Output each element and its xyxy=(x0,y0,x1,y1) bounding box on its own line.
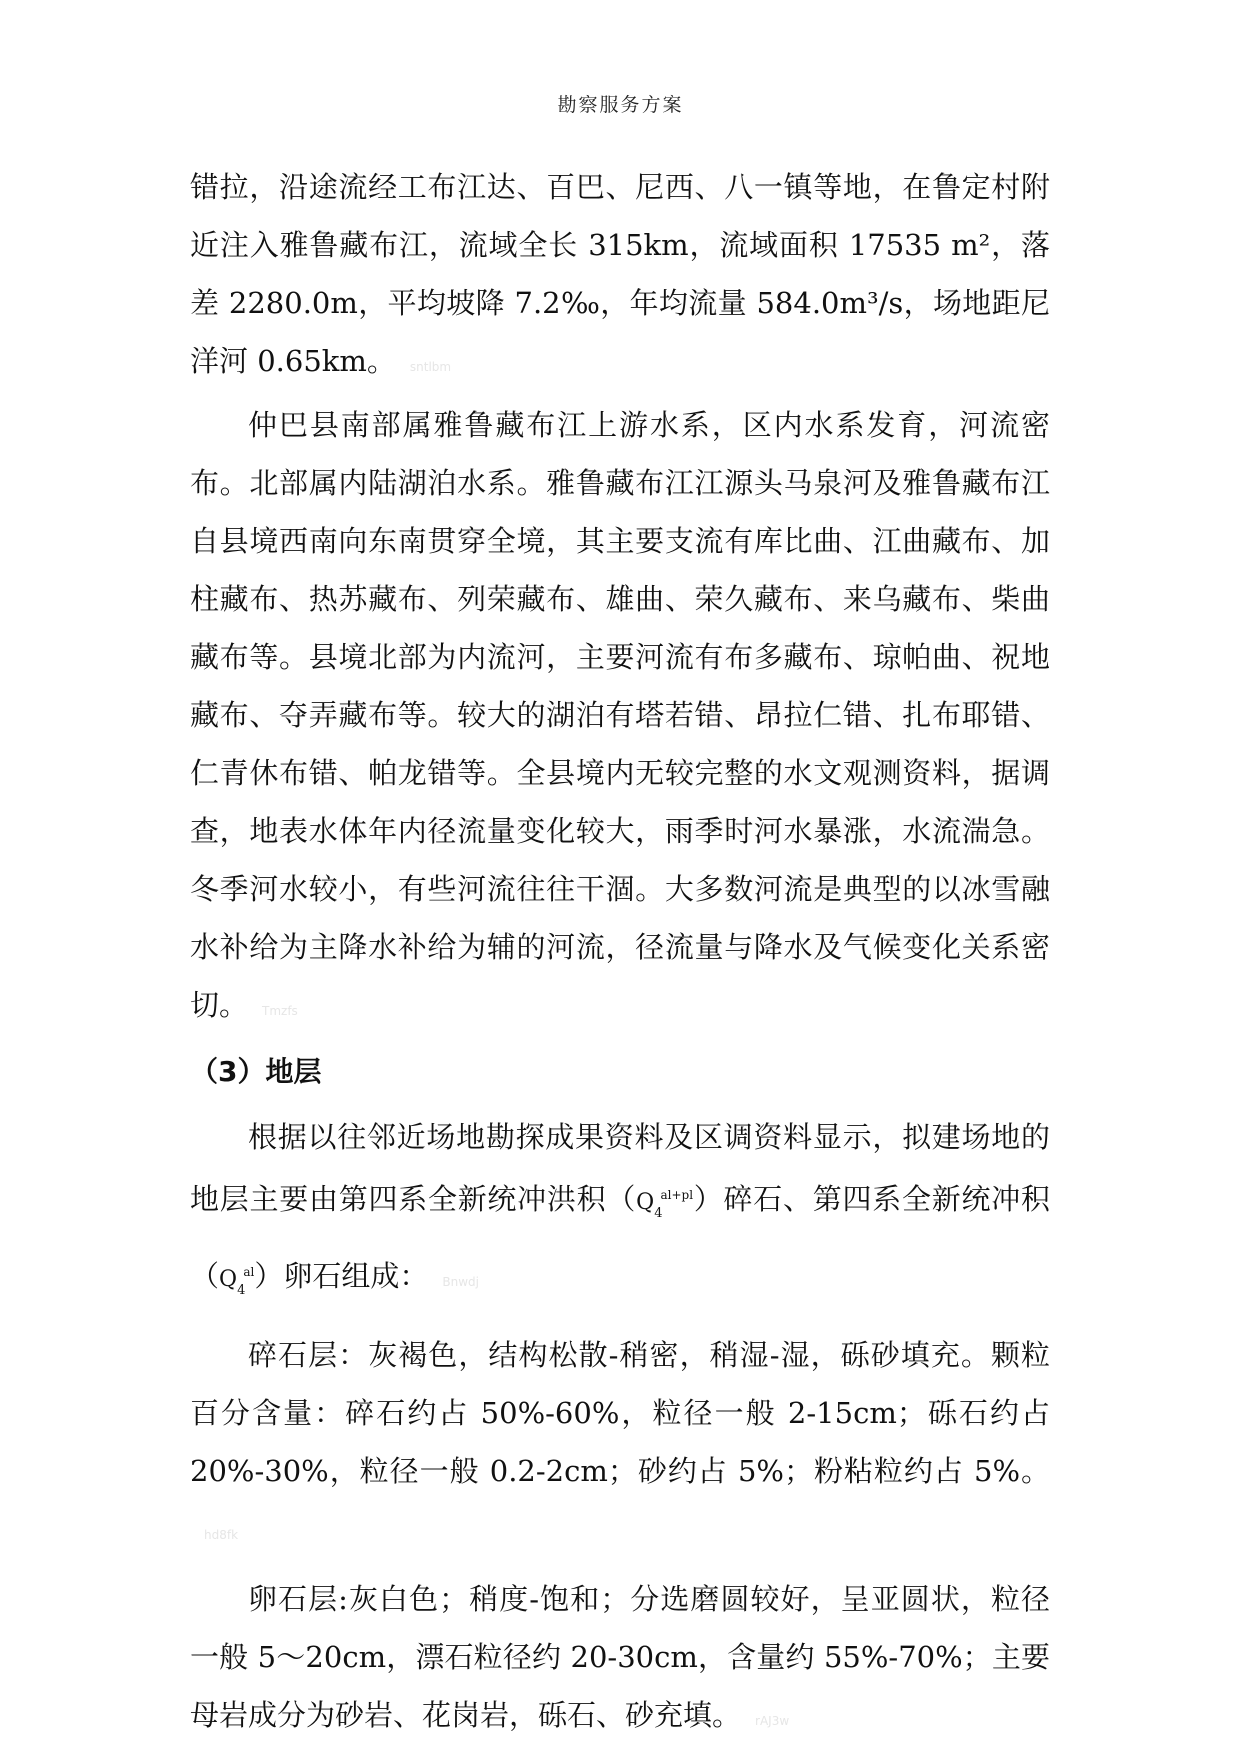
formula-q4-al: $Q_4^{al}$ xyxy=(219,1265,255,1298)
section-heading-strata: （3）地层 xyxy=(190,1055,322,1088)
page-header: 勘察服务方案 xyxy=(557,94,684,116)
watermark-text: Bnwdj xyxy=(442,1275,479,1289)
paragraph-strata-intro: 根据以往邻近场地勘探成果资料及区调资料显示，拟建场地的地层主要由第四系全新统冲洪积$(Q_4^{al+pl})$碎石、第四系全新统冲积$(Q_4^{al})$卵石组成： Bnwdj xyxy=(190,1120,1050,1298)
paragraph-gravel-layer: 碎石层：灰褐色，结构松散-稍密，稍湿-湿，砾砂填充。颗粒百分含量：碎石约占 50%-60%，粒径一般 2-15cm；砾石约占 20%-30%，粒径一般 0.2-2cm；砂约占 5%；粉粘粒约占 5%。hd8fk xyxy=(190,1338,1050,1542)
watermark-text: sntlbm xyxy=(409,360,452,374)
paragraph-cobble-layer: 卵石层:灰白色；稍度-饱和；分选磨圆较好，呈亚圆状，粒径一般 5～20cm，漂石粒径约 20-30cm，含量约 55%-70%；主要母岩成分为砂岩、花岗岩，砾石、砂充填。 rAJ3w xyxy=(190,1582,1050,1732)
watermark-text: hd8fk xyxy=(204,1528,239,1542)
watermark-text: rAJ3w xyxy=(755,1714,790,1728)
paragraph-river-description: 错拉，沿途流经工布江达、百巴、尼西、八一镇等地，在鲁定村附近注入雅鲁藏布江，流域全长 315km，流域面积 17535 m²，落差 2280.0m，平均坡降 7.2‰，年均流量 584.0m³/s，场地距尼洋河 0.65km。 sntlbm xyxy=(190,170,1050,378)
paragraph-hydrology: 仲巴县南部属雅鲁藏布江上游水系，区内水系发育，河流密布。北部属内陆湖泊水系。雅鲁藏布江江源头马泉河及雅鲁藏布江自县境西南向东南贯穿全境，其主要支流有库比曲、江曲藏布、加柱藏布、热苏藏布、列荣藏布、雄曲、荣久藏布、来乌藏布、柴曲藏布等。县境北部为内流河，主要河流有布多藏布、琼帕曲、祝地藏布、夺弄藏布等。较大的湖泊有塔若错、昂拉仁错、扎布耶错、仁青休布错、帕龙错等。全县境内无较完整的水文观测资料，据调查，地表水体年内径流量变化较大，雨季时河水暴涨，水流湍急。冬季河水较小，有些河流往往干涸。大多数河流是典型的以冰雪融水补给为主降水补给为辅的河流，径流量与降水及气候变化关系密切。 Tmzfs xyxy=(190,408,1050,1022)
watermark-text: Tmzfs xyxy=(262,1004,298,1018)
formula-q4-alpl: $Q_4^{al+pl}$ xyxy=(636,1188,694,1221)
document-body xyxy=(190,158,1050,1750)
